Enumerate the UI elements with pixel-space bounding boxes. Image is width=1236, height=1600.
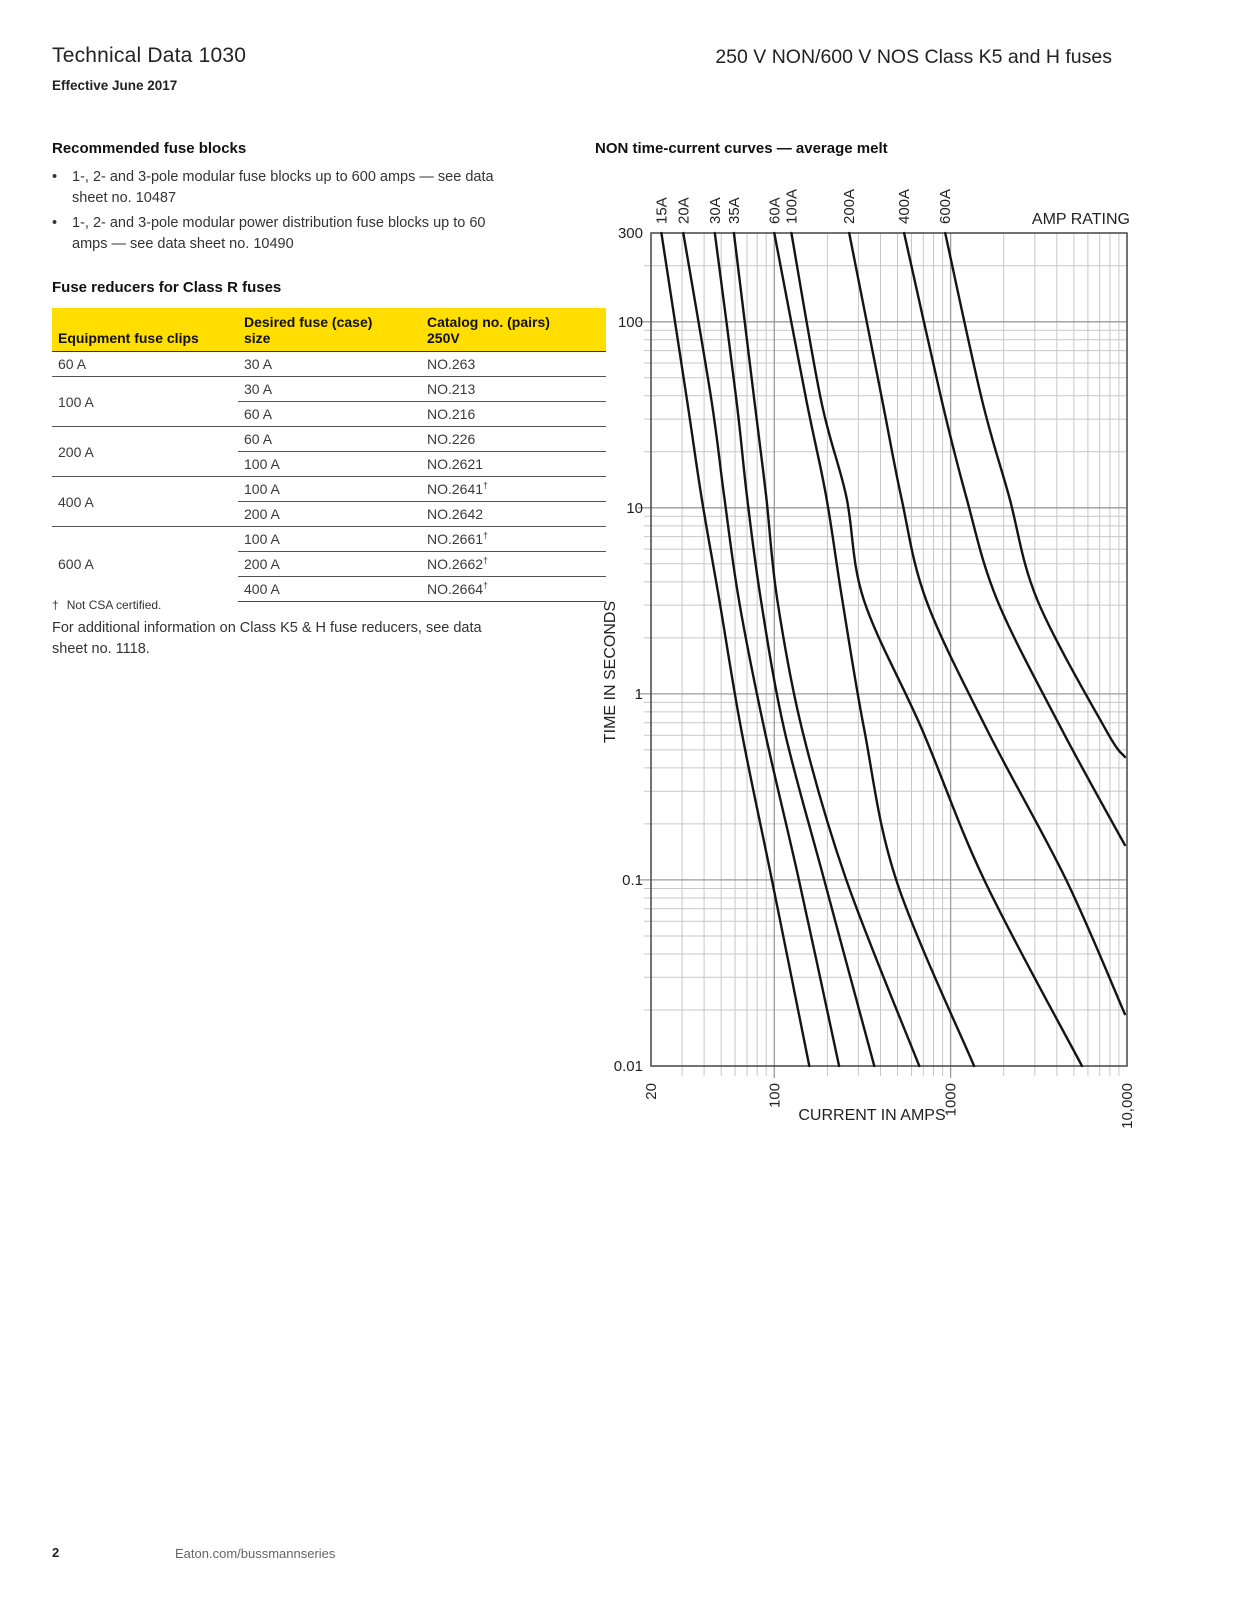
bullet-icon: • <box>52 215 58 231</box>
cell-desired-fuse-size: 100 A <box>238 452 421 477</box>
curve-400A <box>904 233 1125 845</box>
y-tick-0.01: 0.01 <box>613 1058 643 1075</box>
cell-equipment-fuse-clips: 100 A <box>52 377 238 427</box>
cell-desired-fuse-size: 200 A <box>238 552 421 577</box>
cell-catalog-number: NO.263 <box>421 352 606 377</box>
fuse-blocks-heading: Recommended fuse blocks <box>52 140 247 157</box>
table-row <box>52 477 606 502</box>
amp-rating-labels <box>653 189 954 224</box>
cell-catalog-number: NO.216 <box>421 402 606 427</box>
curve-label-200A: 200A <box>841 188 859 224</box>
plot-border <box>651 233 1127 1066</box>
table-row <box>52 527 606 552</box>
cell-catalog-number: NO.2662† <box>421 552 606 577</box>
curve-20A <box>683 233 839 1066</box>
cell-equipment-fuse-clips: 60 A <box>58 356 87 372</box>
curve-label-35A: 35A <box>725 197 743 224</box>
cell-desired-fuse-size: 60 A <box>238 402 421 427</box>
cell-desired-fuse-size: 400 A <box>238 577 421 602</box>
chart-curves <box>661 233 1125 1066</box>
bullet-icon: • <box>52 169 58 185</box>
curve-100A <box>791 233 1082 1066</box>
reducers-heading: Fuse reducers for Class R fuses <box>52 279 282 296</box>
curve-label-100A: 100A <box>783 188 801 224</box>
cell-catalog-number: NO.213 <box>421 377 606 402</box>
table-header <box>52 308 606 352</box>
curve-label-15A: 15A <box>653 197 671 224</box>
bullet-text: 1-, 2- and 3-pole modular fuse blocks up to 600 amps — see data sheet no. 10487 <box>72 169 494 206</box>
table-row <box>52 352 606 377</box>
fuse-blocks-bullet-list <box>52 167 582 259</box>
cell-catalog-number: NO.2621 <box>421 452 606 477</box>
x-tick-1000: 1000 <box>942 1083 960 1117</box>
dagger-symbol: † <box>52 598 59 612</box>
list-item <box>52 167 582 209</box>
cell-desired-fuse-size: 100 A <box>238 477 421 502</box>
column-header: Equipment fuse clips <box>52 308 238 352</box>
x-tick-10,000: 10,000 <box>1119 1083 1136 1129</box>
doc-title: Technical Data 1030 <box>52 44 247 67</box>
table-row <box>52 377 606 402</box>
doc-effective-date: Effective June 2017 <box>52 78 178 93</box>
additional-info-text: For additional information on Class K5 & H fuse reducers, see data sheet no. 1118. <box>52 620 482 657</box>
x-axis-title: CURRENT IN AMPS <box>798 1107 946 1124</box>
curve-label-30A: 30A <box>706 197 724 224</box>
product-title: 250 V NON/600 V NOS Class K5 and H fuses <box>715 46 1112 68</box>
dagger-symbol: † <box>483 480 489 491</box>
curve-35A <box>734 233 919 1066</box>
chart-title: NON time-current curves — average melt <box>595 140 888 157</box>
table-body <box>52 352 606 602</box>
footer-link[interactable]: Eaton.com/bussmannseries <box>175 1546 336 1561</box>
footnote-text: Not CSA certified. <box>66 598 162 612</box>
cell-desired-fuse-size: 200 A <box>238 502 421 527</box>
dagger-symbol: † <box>483 555 489 566</box>
curve-label-20A: 20A <box>675 197 693 224</box>
y-tick-100: 100 <box>617 313 643 331</box>
curve-label-600A: 600A <box>937 188 955 224</box>
column-header: Catalog no. (pairs) 250V <box>421 308 606 352</box>
chart-grid <box>638 233 1127 1078</box>
x-tick-20: 20 <box>643 1083 660 1100</box>
cell-desired-fuse-size: 100 A <box>238 527 421 552</box>
y-tick-300: 300 <box>617 225 643 242</box>
time-current-chart <box>560 165 1236 1160</box>
cell-equipment-fuse-clips: 400 A <box>52 477 238 527</box>
cell-catalog-number: NO.226 <box>421 427 606 452</box>
x-tick-100: 100 <box>766 1083 784 1109</box>
y-tick-10: 10 <box>626 499 643 517</box>
curve-label-60A: 60A <box>766 197 784 224</box>
page-number: 2 <box>52 1545 60 1560</box>
cell-catalog-number: NO.2661† <box>421 527 606 552</box>
cell-catalog-number: NO.2642 <box>421 502 606 527</box>
cell-catalog-number: NO.2641† <box>421 477 606 502</box>
list-item <box>52 213 582 255</box>
column-header: Desired fuse (case) size <box>238 308 421 352</box>
cell-desired-fuse-size: 30 A <box>238 352 421 377</box>
dagger-symbol: † <box>483 580 489 591</box>
y-tick-1: 1 <box>634 685 643 703</box>
cell-desired-fuse-size: 60 A <box>238 427 421 452</box>
y-tick-0.1: 0.1 <box>622 871 643 889</box>
amp-rating-heading: AMP RATING <box>1031 211 1130 228</box>
table-row <box>52 427 606 452</box>
dagger-symbol: † <box>483 530 489 541</box>
cell-catalog-number: NO.2664† <box>421 577 606 602</box>
table-header-row <box>52 308 606 352</box>
fuse-reducer-table <box>52 308 606 602</box>
curve-label-400A: 400A <box>896 188 914 224</box>
bullet-text: 1-, 2- and 3-pole modular power distribution fuse blocks up to 60 amps — see data sheet no. 10490 <box>72 215 486 252</box>
y-axis-title: TIME IN SECONDS <box>602 600 619 744</box>
cell-desired-fuse-size: 30 A <box>238 377 421 402</box>
cell-equipment-fuse-clips: 200 A <box>52 427 238 477</box>
table-footnote <box>52 598 161 612</box>
cell-equipment-fuse-clips: 600 A <box>52 527 238 602</box>
